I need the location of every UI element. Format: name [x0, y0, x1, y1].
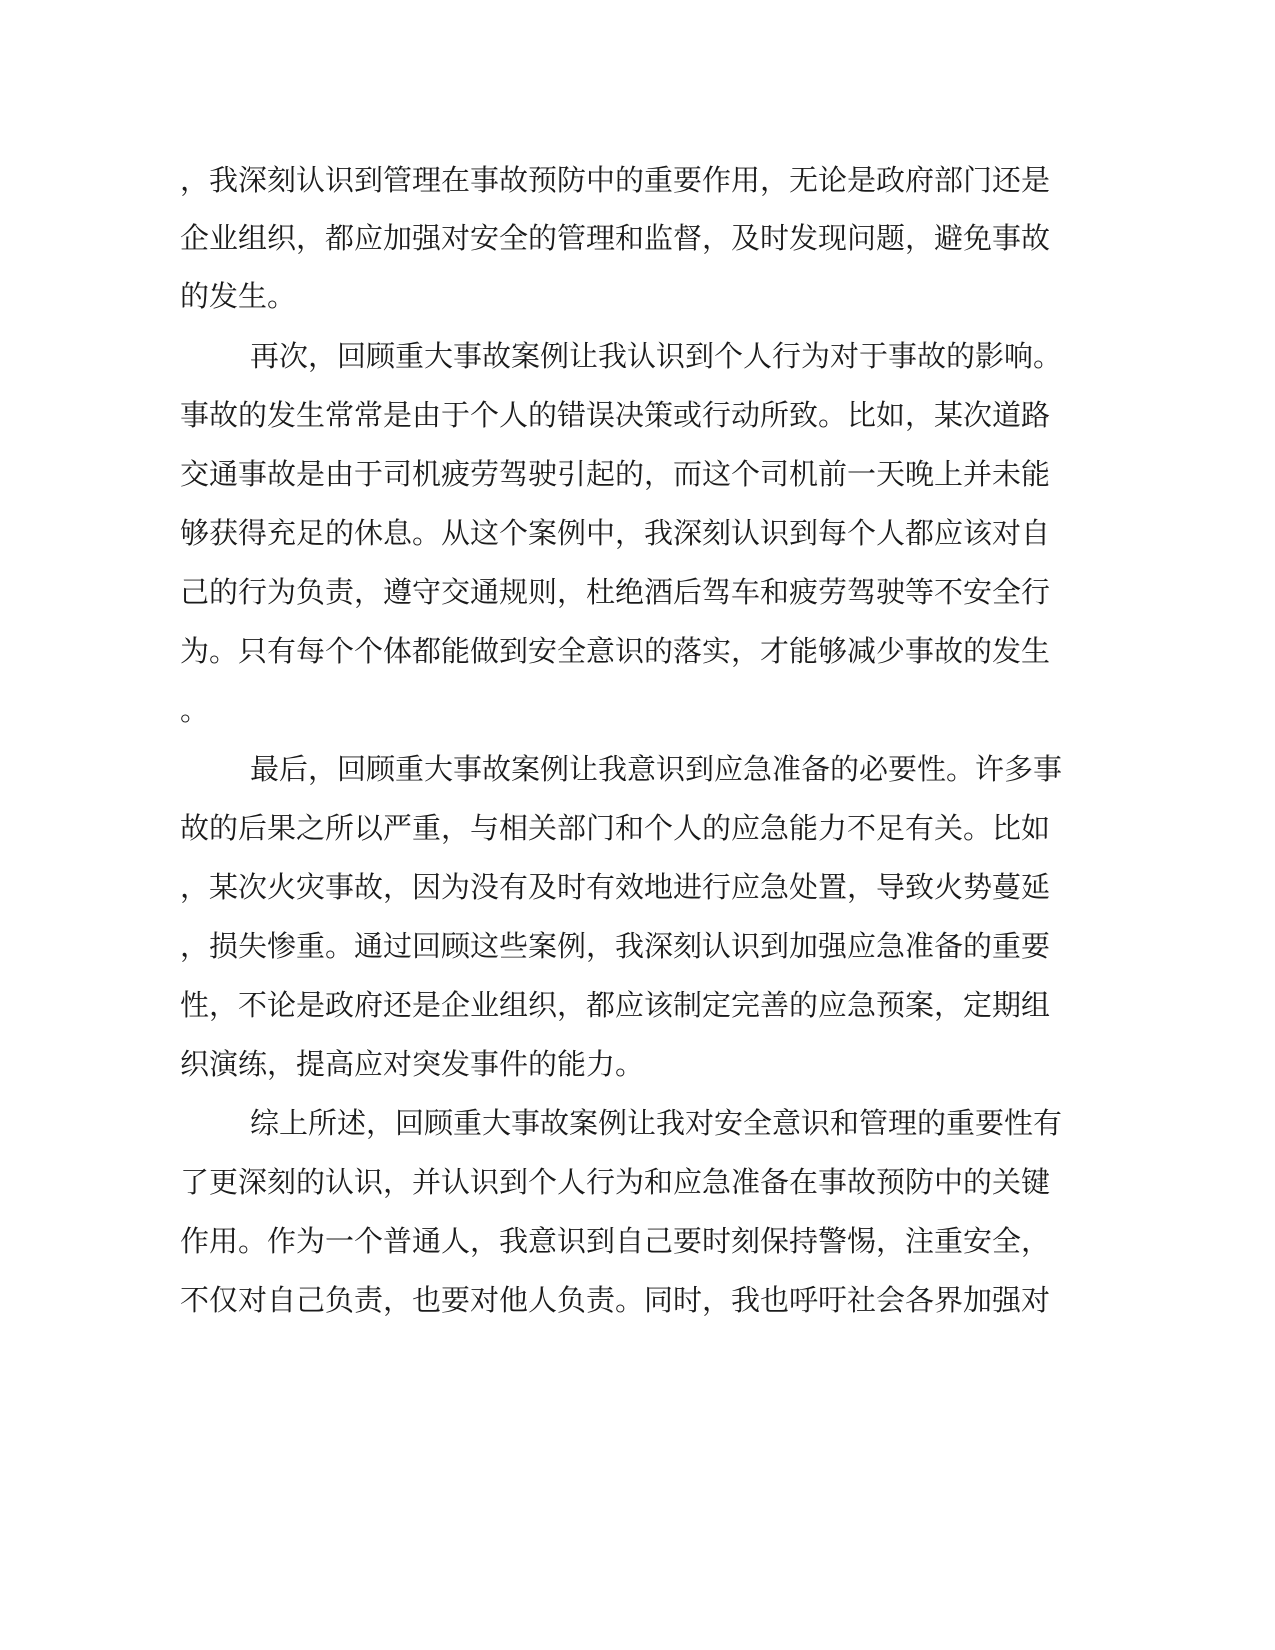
- text-line: 为。只有每个个体都能做到安全意识的落实，才能够减少事故的发生: [180, 634, 1051, 668]
- text-line: 故的后果之所以严重，与相关部门和个人的应急能力不足有关。比如: [180, 811, 1051, 845]
- text-line: 织演练，提高应对突发事件的能力。: [180, 1047, 645, 1081]
- text-line: 够获得充足的休息。从这个案例中，我深刻认识到每个人都应该对自: [180, 516, 1051, 550]
- text-line: 再次，回顾重大事故案例让我认识到个人行为对于事故的影响。: [250, 339, 1063, 373]
- text-line: 不仅对自己负责，也要对他人负责。同时，我也呼吁社会各界加强对: [180, 1283, 1051, 1317]
- text-line: 事故的发生常常是由于个人的错误决策或行动所致。比如，某次道路: [180, 398, 1051, 432]
- text-line: 综上所述，回顾重大事故案例让我对安全意识和管理的重要性有: [250, 1106, 1063, 1140]
- text-line: 己的行为负责，遵守交通规则，杜绝酒后驾车和疲劳驾驶等不安全行: [180, 575, 1051, 609]
- text-line: ，我深刻认识到管理在事故预防中的重要作用，无论是政府部门还是: [180, 163, 1051, 197]
- text-line: 性，不论是政府还是企业组织，都应该制定完善的应急预案，定期组: [180, 988, 1051, 1022]
- text-line: 的发生。: [180, 279, 297, 313]
- text-line: 最后，回顾重大事故案例让我意识到应急准备的必要性。许多事: [250, 752, 1063, 786]
- text-line: 了更深刻的认识，并认识到个人行为和应急准备在事故预防中的关键: [180, 1165, 1051, 1199]
- text-line: 作用。作为一个普通人，我意识到自己要时刻保持警惕，注重安全，: [180, 1224, 1051, 1258]
- text-line: 交通事故是由于司机疲劳驾驶引起的，而这个司机前一天晚上并未能: [180, 457, 1051, 491]
- text-line: 。: [180, 693, 210, 727]
- text-line: ，某次火灾事故，因为没有及时有效地进行应急处置，导致火势蔓延: [180, 870, 1051, 904]
- text-line: ，损失惨重。通过回顾这些案例，我深刻认识到加强应急准备的重要: [180, 929, 1051, 963]
- text-line: 企业组织，都应加强对安全的管理和监督，及时发现问题，避免事故: [180, 221, 1051, 255]
